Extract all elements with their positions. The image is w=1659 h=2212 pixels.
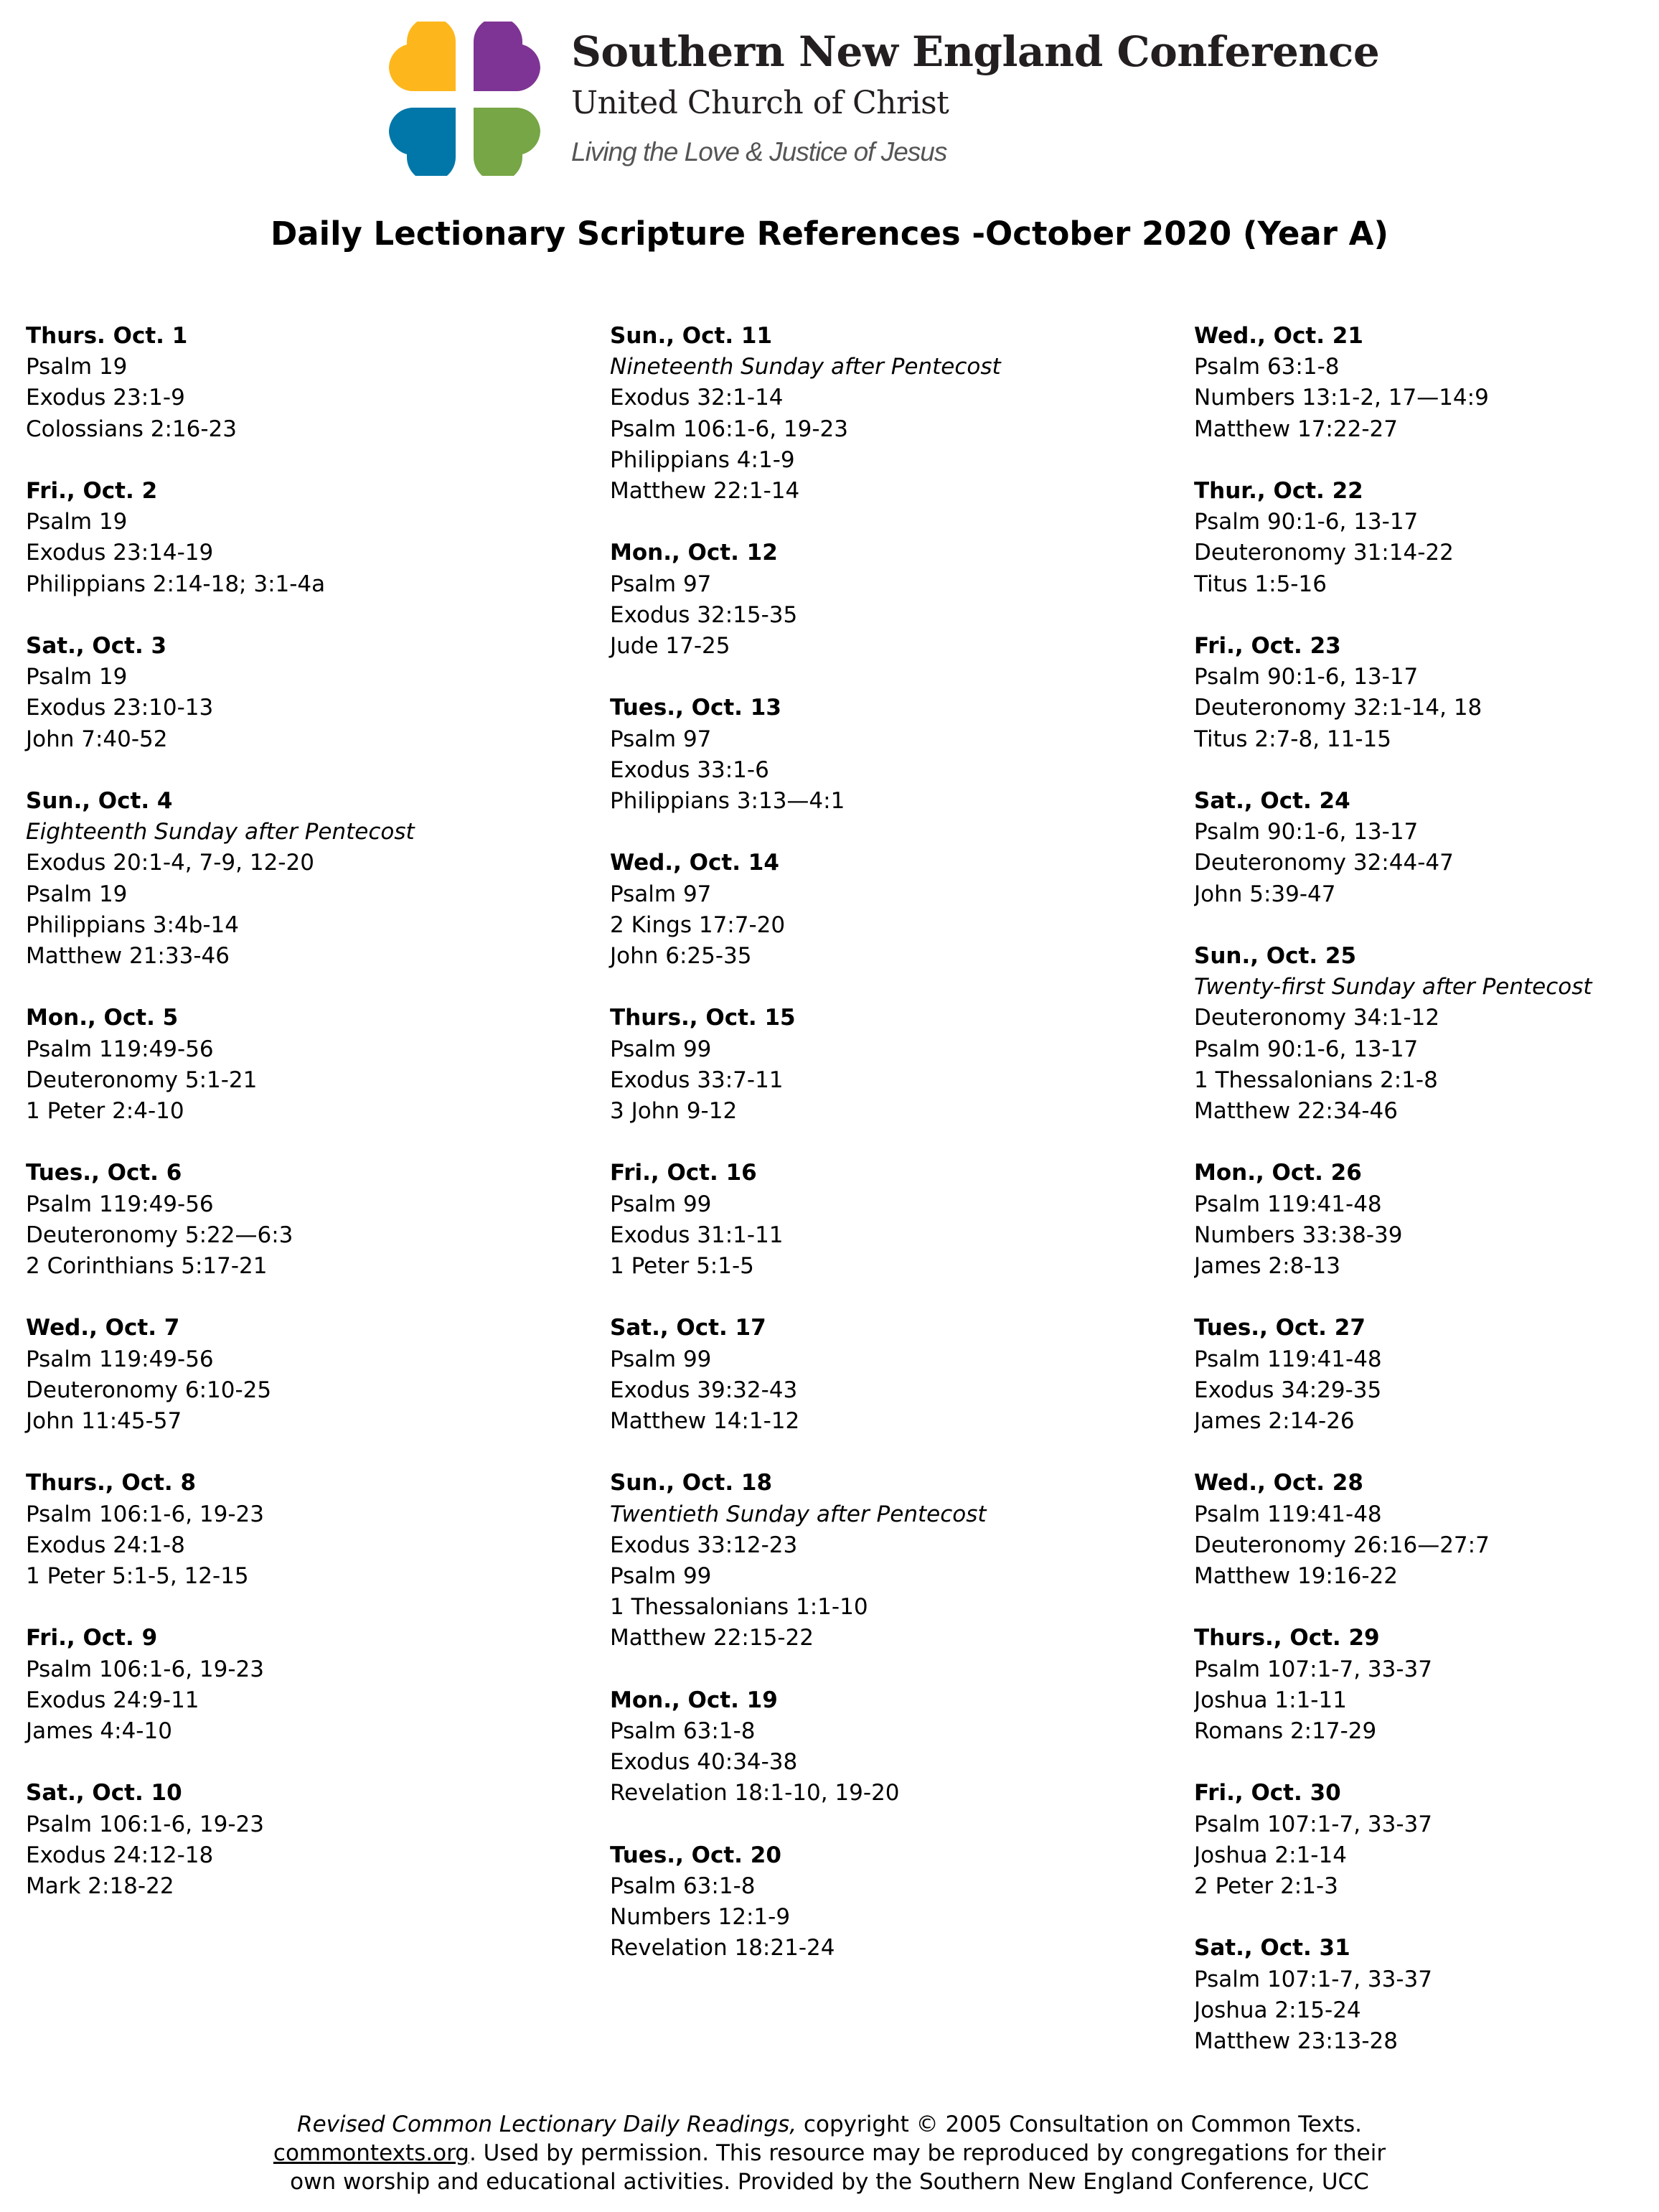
scripture-reading: Titus 1:5-16	[1194, 571, 1327, 597]
column-1	[26, 321, 415, 1933]
scripture-reading: Revelation 18:1-10, 19-20	[610, 1780, 900, 1806]
scripture-reading: Joshua 2:15-24	[1194, 1997, 1361, 2023]
day-heading: Fri., Oct. 23	[1194, 633, 1341, 659]
day-heading: Fri., Oct. 16	[610, 1160, 757, 1186]
day-entry	[26, 1778, 415, 1902]
scripture-reading: Psalm 97	[610, 726, 712, 752]
scripture-reading: Numbers 12:1-9	[610, 1904, 791, 1931]
scripture-reading: Psalm 119:49-56	[26, 1191, 214, 1217]
scripture-reading: Psalm 119:41-48	[1194, 1191, 1382, 1217]
scripture-reading: James 2:8-13	[1194, 1253, 1340, 1280]
liturgical-day-note: Twenty-first Sunday after Pentecost	[1194, 974, 1592, 1000]
day-entry	[610, 1313, 1001, 1437]
footer-line-1	[0, 2110, 1659, 2139]
scripture-reading: Philippians 3:13—4:1	[610, 788, 845, 815]
scripture-reading: John 5:39-47	[1194, 881, 1336, 907]
day-entry	[1194, 1623, 1657, 1747]
conference-logo-icon	[387, 22, 542, 176]
scripture-reading: Exodus 40:34-38	[610, 1749, 798, 1776]
day-entry	[610, 848, 1001, 972]
liturgical-day-note: Eighteenth Sunday after Pentecost	[26, 819, 415, 845]
day-heading: Thurs., Oct. 8	[26, 1470, 197, 1496]
day-heading: Wed., Oct. 28	[1194, 1470, 1363, 1496]
scripture-reading: Psalm 99	[610, 1346, 712, 1372]
scripture-reading: John 6:25-35	[610, 943, 752, 970]
day-entry	[26, 1623, 415, 1747]
day-entry	[1194, 1778, 1657, 1902]
footer-line-3: own worship and educational activities. Provided by the Southern New England Conference, UCC	[290, 2169, 1369, 2195]
scripture-reading: Deuteronomy 32:1-14, 18	[1194, 695, 1482, 721]
scripture-reading: Psalm 63:1-8	[1194, 354, 1340, 380]
scripture-reading: Psalm 90:1-6, 13-17	[1194, 509, 1419, 535]
commontexts-link[interactable]: commontexts.org	[273, 2140, 469, 2166]
scripture-reading: Deuteronomy 34:1-12	[1194, 1005, 1440, 1031]
column-3	[1194, 321, 1657, 2088]
day-heading: Sun., Oct. 4	[26, 788, 173, 814]
scripture-reading: 1 Peter 5:1-5	[610, 1253, 754, 1280]
day-heading: Tues., Oct. 27	[1194, 1315, 1366, 1341]
day-heading: Sat., Oct. 24	[1194, 788, 1350, 814]
day-entry	[610, 1685, 1001, 1809]
scripture-reading: Psalm 99	[610, 1191, 712, 1217]
scripture-reading: Exodus 34:29-35	[1194, 1377, 1382, 1403]
day-heading: Wed., Oct. 14	[610, 850, 779, 876]
logo-green-petal	[474, 108, 540, 176]
day-heading: Fri., Oct. 9	[26, 1625, 158, 1651]
day-entry	[1194, 1158, 1657, 1282]
logo-tagline: Living the Love & Justice of Jesus	[571, 137, 947, 167]
scripture-reading: Exodus 32:1-14	[610, 385, 784, 411]
scripture-reading: Matthew 21:33-46	[26, 943, 230, 970]
scripture-reading: John 11:45-57	[26, 1408, 182, 1435]
scripture-reading: 2 Kings 17:7-20	[610, 911, 786, 938]
scripture-reading: 1 Thessalonians 1:1-10	[610, 1594, 868, 1621]
day-heading: Thurs., Oct. 29	[1194, 1625, 1380, 1651]
scripture-reading: Psalm 106:1-6, 19-23	[610, 416, 848, 442]
footer-copyright: copyright © 2005 Consultation on Common Texts.	[796, 2112, 1362, 2137]
day-heading: Sat., Oct. 10	[26, 1780, 182, 1806]
scripture-reading: Exodus 33:7-11	[610, 1067, 784, 1093]
day-heading: Mon., Oct. 26	[1194, 1160, 1362, 1186]
scripture-reading: Psalm 90:1-6, 13-17	[1194, 1036, 1419, 1062]
scripture-reading: Exodus 23:1-9	[26, 385, 185, 411]
page-title: Daily Lectionary Scripture References -October 2020 (Year A)	[270, 215, 1389, 253]
day-entry	[26, 476, 415, 600]
day-entry	[610, 1468, 1001, 1654]
scripture-reading: Exodus 24:12-18	[26, 1842, 214, 1868]
scripture-reading: Deuteronomy 32:44-47	[1194, 850, 1454, 876]
scripture-reading: Exodus 32:15-35	[610, 601, 798, 628]
day-entry	[610, 693, 1001, 817]
day-entry	[1194, 631, 1657, 755]
day-entry	[610, 321, 1001, 507]
logo-yellow-petal	[389, 22, 456, 91]
scripture-reading: 1 Peter 5:1-5, 12-15	[26, 1563, 249, 1590]
scripture-reading: Titus 2:7-8, 11-15	[1194, 726, 1391, 752]
day-heading: Fri., Oct. 2	[26, 478, 158, 504]
scripture-reading: Numbers 13:1-2, 17—14:9	[1194, 385, 1489, 411]
scripture-reading: Psalm 99	[610, 1563, 712, 1590]
scripture-reading: Matthew 22:15-22	[610, 1625, 814, 1651]
day-heading: Tues., Oct. 20	[610, 1842, 781, 1868]
day-heading: Mon., Oct. 19	[610, 1687, 778, 1713]
day-entry	[26, 1313, 415, 1437]
scripture-reading: 3 John 9-12	[610, 1098, 738, 1125]
scripture-reading: Psalm 119:49-56	[26, 1346, 214, 1372]
scripture-reading: Revelation 18:21-24	[610, 1935, 835, 1962]
scripture-reading: Philippians 3:4b-14	[26, 911, 239, 938]
scripture-reading: James 2:14-26	[1194, 1408, 1355, 1435]
day-entry	[26, 786, 415, 972]
scripture-reading: Colossians 2:16-23	[26, 416, 238, 442]
day-heading: Sun., Oct. 11	[610, 323, 773, 349]
day-heading: Sun., Oct. 25	[1194, 943, 1357, 969]
day-heading: Sat., Oct. 17	[610, 1315, 766, 1341]
scripture-reading: Psalm 63:1-8	[610, 1718, 756, 1745]
scripture-reading: Psalm 19	[26, 354, 128, 380]
day-heading: Thurs., Oct. 15	[610, 1005, 796, 1031]
scripture-reading: Psalm 107:1-7, 33-37	[1194, 1966, 1432, 1992]
scripture-reading: Exodus 23:14-19	[26, 540, 214, 566]
scripture-reading: Exodus 20:1-4, 7-9, 12-20	[26, 850, 314, 876]
day-entry	[1194, 476, 1657, 600]
scripture-reading: Matthew 22:1-14	[610, 478, 800, 505]
scripture-reading: Exodus 31:1-11	[610, 1222, 784, 1248]
day-heading: Tues., Oct. 13	[610, 695, 781, 721]
day-entry	[26, 321, 415, 445]
day-entry	[1194, 786, 1657, 910]
day-heading: Thurs. Oct. 1	[26, 323, 188, 349]
footer-source-title: Revised Common Lectionary Daily Readings,	[297, 2112, 797, 2137]
day-heading: Wed., Oct. 21	[1194, 323, 1363, 349]
scripture-reading: Psalm 106:1-6, 19-23	[26, 1811, 264, 1837]
day-heading: Tues., Oct. 6	[26, 1160, 182, 1186]
scripture-reading: Psalm 90:1-6, 13-17	[1194, 664, 1419, 690]
scripture-reading: Psalm 119:49-56	[26, 1036, 214, 1062]
scripture-reading: Psalm 119:41-48	[1194, 1346, 1382, 1372]
scripture-reading: James 4:4-10	[26, 1718, 172, 1745]
scripture-reading: Joshua 2:1-14	[1194, 1842, 1347, 1868]
scripture-reading: Joshua 1:1-11	[1194, 1687, 1347, 1713]
day-heading: Sun., Oct. 18	[610, 1470, 773, 1496]
scripture-reading: 1 Thessalonians 2:1-8	[1194, 1067, 1438, 1093]
day-heading: Mon., Oct. 12	[610, 540, 778, 566]
liturgical-day-note: Nineteenth Sunday after Pentecost	[610, 354, 1001, 380]
scripture-reading: Deuteronomy 5:22—6:3	[26, 1222, 293, 1248]
scripture-reading: Romans 2:17-29	[1194, 1718, 1377, 1745]
scripture-reading: 1 Peter 2:4-10	[26, 1098, 184, 1125]
scripture-reading: Philippians 2:14-18; 3:1-4a	[26, 571, 326, 597]
scripture-reading: Psalm 106:1-6, 19-23	[26, 1656, 264, 1682]
day-entry	[26, 631, 415, 755]
scripture-reading: Psalm 107:1-7, 33-37	[1194, 1656, 1432, 1682]
footer-line-2	[0, 2139, 1659, 2168]
scripture-reading: Jude 17-25	[610, 633, 730, 660]
logo-denomination: United Church of Christ	[571, 85, 949, 121]
logo-organization-name: Southern New England Conference	[571, 27, 1380, 76]
day-heading: Wed., Oct. 7	[26, 1315, 180, 1341]
scripture-reading: Matthew 22:34-46	[1194, 1098, 1398, 1125]
scripture-reading: Psalm 106:1-6, 19-23	[26, 1501, 264, 1527]
scripture-reading: Exodus 24:9-11	[26, 1687, 199, 1713]
footer-permission: . Used by permission. This resource may be reproduced by congregations for their	[469, 2140, 1386, 2166]
scripture-reading: Psalm 119:41-48	[1194, 1501, 1382, 1527]
day-entry	[1194, 941, 1657, 1127]
scripture-reading: Deuteronomy 6:10-25	[26, 1377, 272, 1403]
scripture-reading: Psalm 97	[610, 571, 712, 597]
scripture-reading: 2 Corinthians 5:17-21	[26, 1253, 268, 1280]
scripture-reading: Numbers 33:38-39	[1194, 1222, 1403, 1248]
scripture-reading: Psalm 97	[610, 881, 712, 907]
scripture-reading: Exodus 24:1-8	[26, 1532, 185, 1558]
scripture-reading: Exodus 33:12-23	[610, 1532, 798, 1558]
day-entry	[26, 1468, 415, 1592]
scripture-reading: Deuteronomy 31:14-22	[1194, 540, 1454, 566]
scripture-reading: Psalm 107:1-7, 33-37	[1194, 1811, 1432, 1837]
day-heading: Sat., Oct. 3	[26, 633, 167, 659]
scripture-reading: Deuteronomy 26:16—27:7	[1194, 1532, 1490, 1558]
footer	[0, 2110, 1659, 2196]
scripture-reading: Matthew 23:13-28	[1194, 2028, 1398, 2055]
scripture-reading: Exodus 33:1-6	[610, 756, 769, 783]
logo-purple-petal	[474, 22, 540, 91]
scripture-reading: Deuteronomy 5:1-21	[26, 1067, 258, 1093]
scripture-reading: Mark 2:18-22	[26, 1873, 174, 1900]
scripture-reading: Matthew 17:22-27	[1194, 416, 1398, 442]
day-entry	[610, 1158, 1001, 1282]
day-entry	[610, 538, 1001, 662]
scripture-reading: Philippians 4:1-9	[610, 446, 795, 473]
scripture-reading: Psalm 19	[26, 509, 128, 535]
scripture-reading: Psalm 99	[610, 1036, 712, 1062]
day-heading: Fri., Oct. 30	[1194, 1780, 1341, 1806]
scripture-reading: Psalm 19	[26, 881, 128, 907]
day-entry	[1194, 1933, 1657, 2057]
scripture-reading: Exodus 23:10-13	[26, 695, 214, 721]
day-heading: Sat., Oct. 31	[1194, 1935, 1350, 1962]
scripture-reading: Psalm 19	[26, 664, 128, 690]
day-heading: Thur., Oct. 22	[1194, 478, 1363, 504]
day-entry	[1194, 1468, 1657, 1592]
day-entry	[26, 1158, 415, 1282]
day-entry	[1194, 1313, 1657, 1437]
scripture-reading: Exodus 39:32-43	[610, 1377, 798, 1403]
column-2	[610, 321, 1001, 1995]
day-entry	[610, 1003, 1001, 1127]
day-entry	[1194, 321, 1657, 445]
day-entry	[26, 1003, 415, 1127]
day-entry	[610, 1840, 1001, 1964]
logo-blue-petal	[389, 108, 456, 176]
scripture-reading: Matthew 19:16-22	[1194, 1563, 1398, 1590]
liturgical-day-note: Twentieth Sunday after Pentecost	[610, 1501, 987, 1527]
scripture-reading: Matthew 14:1-12	[610, 1408, 800, 1435]
scripture-reading: John 7:40-52	[26, 726, 168, 752]
day-heading: Mon., Oct. 5	[26, 1005, 179, 1031]
scripture-reading: Psalm 63:1-8	[610, 1873, 756, 1900]
scripture-reading: Psalm 90:1-6, 13-17	[1194, 819, 1419, 845]
scripture-reading: 2 Peter 2:1-3	[1194, 1873, 1338, 1900]
